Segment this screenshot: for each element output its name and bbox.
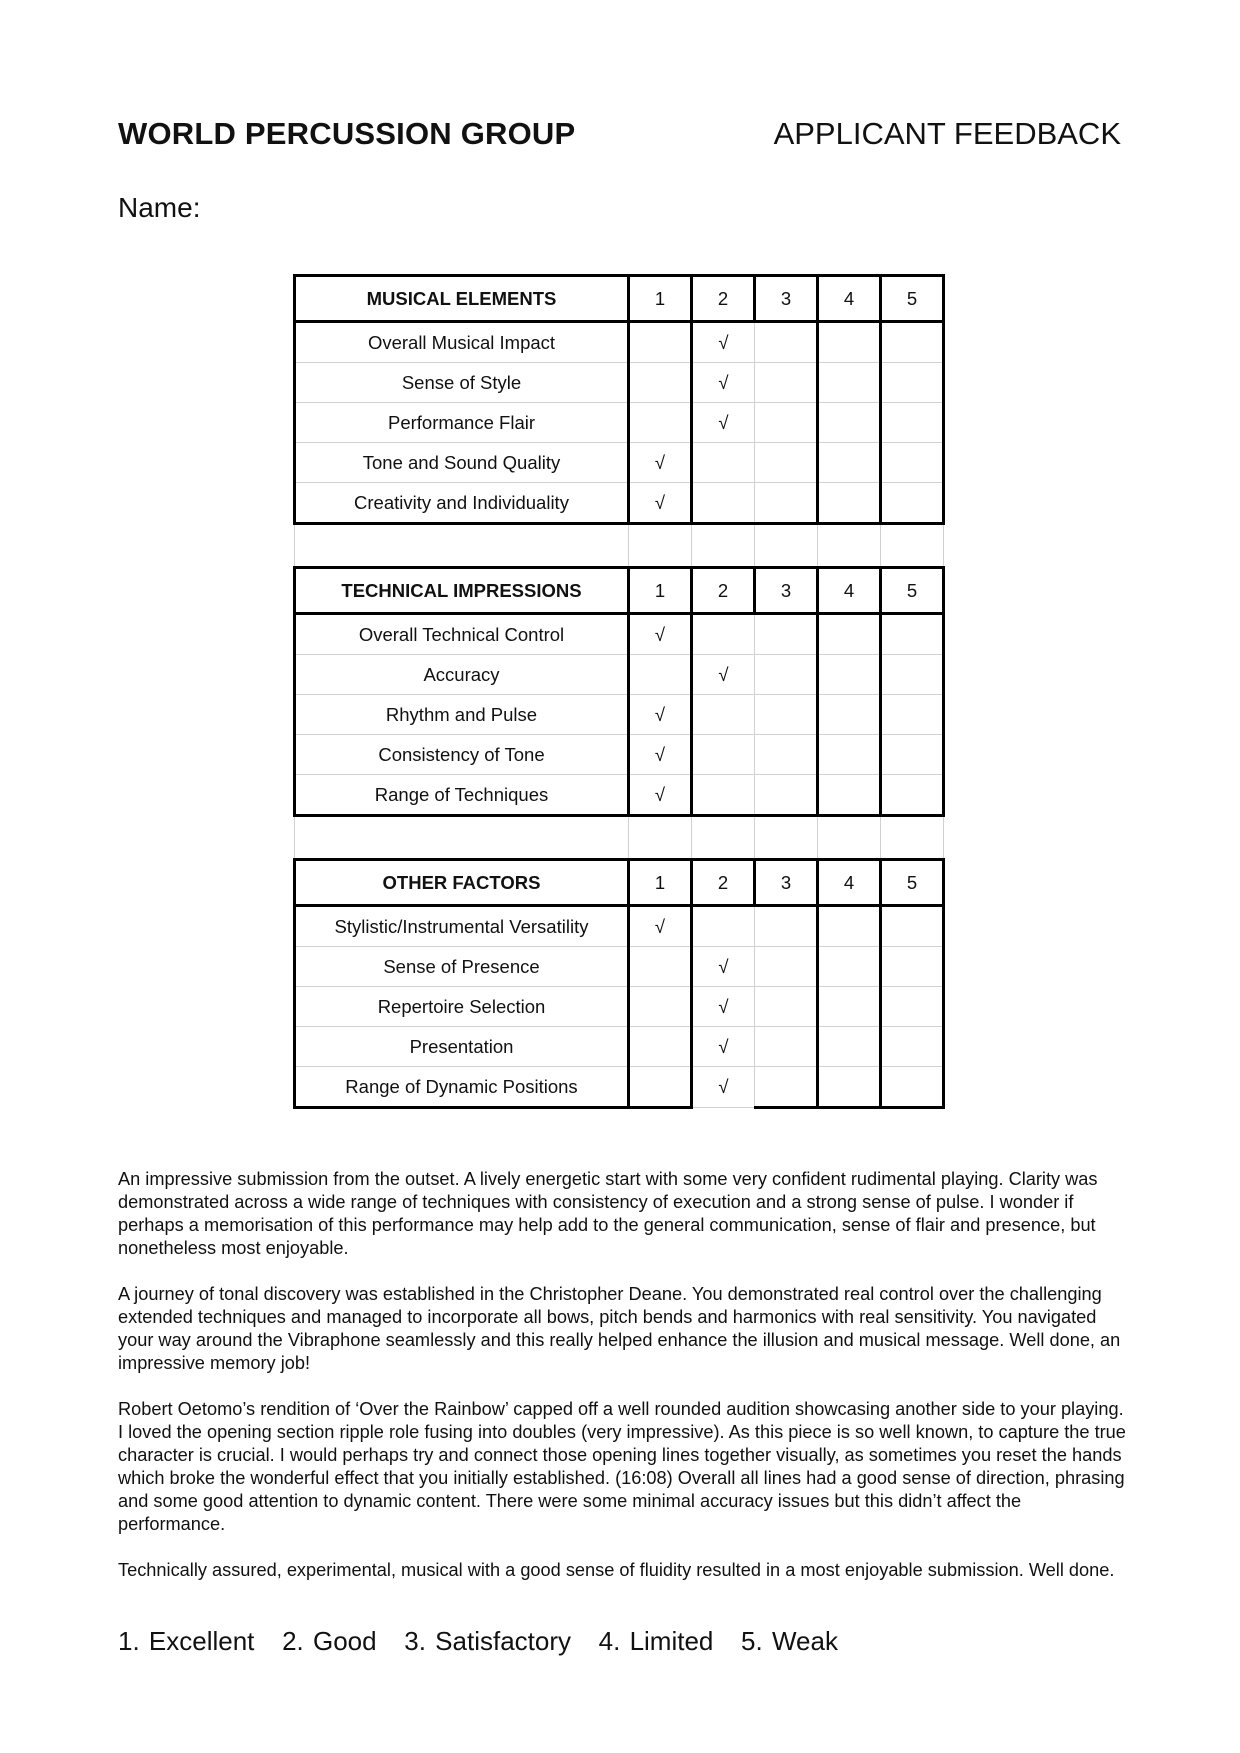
rating-cell xyxy=(818,1067,881,1108)
check-mark-icon: √ xyxy=(629,775,692,816)
rating-cell xyxy=(881,1067,944,1108)
rating-cell xyxy=(818,735,881,775)
check-mark-icon: √ xyxy=(692,1067,755,1108)
criterion-row xyxy=(295,906,944,947)
rating-cell xyxy=(755,987,818,1027)
section-header-row xyxy=(295,860,944,906)
rating-cell xyxy=(755,403,818,443)
check-mark-icon: √ xyxy=(629,483,692,524)
rating-cell xyxy=(629,987,692,1027)
spacer-cell xyxy=(295,524,629,568)
rating-cell xyxy=(629,1067,692,1108)
criterion-row xyxy=(295,363,944,403)
check-mark-icon: √ xyxy=(692,1027,755,1067)
criterion-row xyxy=(295,735,944,775)
feedback-rating-table xyxy=(293,274,945,1109)
check-mark-icon: √ xyxy=(692,987,755,1027)
check-mark-icon: √ xyxy=(692,403,755,443)
rating-cell xyxy=(629,947,692,987)
spacer-cell xyxy=(818,524,881,568)
section-title: TECHNICAL IMPRESSIONS xyxy=(295,568,629,614)
criterion-row xyxy=(295,655,944,695)
rating-cell xyxy=(881,322,944,363)
criterion-row xyxy=(295,987,944,1027)
spacer-cell xyxy=(692,816,755,860)
rating-cell xyxy=(818,403,881,443)
rating-cell xyxy=(629,363,692,403)
criterion-row xyxy=(295,947,944,987)
criterion-row xyxy=(295,322,944,363)
criterion-label: Range of Techniques xyxy=(295,775,629,816)
scale-number: 1 xyxy=(629,276,692,322)
rating-cell xyxy=(692,483,755,524)
criterion-label: Presentation xyxy=(295,1027,629,1067)
spacer-cell xyxy=(755,524,818,568)
rating-cell xyxy=(755,1067,818,1108)
criterion-label: Sense of Presence xyxy=(295,947,629,987)
rating-cell xyxy=(692,735,755,775)
check-mark-icon: √ xyxy=(629,735,692,775)
spacer-cell xyxy=(692,524,755,568)
criterion-label: Tone and Sound Quality xyxy=(295,443,629,483)
rating-cell xyxy=(692,443,755,483)
rating-cell xyxy=(881,695,944,735)
rating-cell xyxy=(692,775,755,816)
criterion-label: Consistency of Tone xyxy=(295,735,629,775)
rating-cell xyxy=(881,655,944,695)
rating-cell xyxy=(881,614,944,655)
check-mark-icon: √ xyxy=(692,322,755,363)
section-header-row xyxy=(295,568,944,614)
comment-paragraph: Robert Oetomo’s rendition of ‘Over the Rainbow’ capped off a well rounded audition showcasing another side to your playing. I loved the opening section ripple role fusing into doubles (very impressive). As this piece is so well known, to capture the true character is crucial. I would perhaps try and connect those opening lines together visually, as sometimes you reset the hands which broke the wonderful effect that you initially established. (16:08) Overall all lines had a good sense of direction, phrasing and some good attention to dynamic content. There were some minimal accuracy issues but this didn’t affect the performance. xyxy=(118,1399,1126,1534)
comments-block xyxy=(118,1168,1128,1605)
rating-cell xyxy=(755,906,818,947)
rating-cell xyxy=(755,443,818,483)
criterion-row xyxy=(295,1027,944,1067)
criterion-row xyxy=(295,775,944,816)
criterion-label: Range of Dynamic Positions xyxy=(295,1067,629,1108)
rating-cell xyxy=(755,655,818,695)
scale-number: 2 xyxy=(692,860,755,906)
spacer-cell xyxy=(881,524,944,568)
rating-cell xyxy=(881,1027,944,1067)
rating-cell xyxy=(818,906,881,947)
rating-cell xyxy=(881,987,944,1027)
rating-cell xyxy=(818,322,881,363)
scale-number: 3 xyxy=(755,568,818,614)
rating-cell xyxy=(629,655,692,695)
scale-number: 2 xyxy=(692,568,755,614)
rating-cell xyxy=(818,695,881,735)
rating-cell xyxy=(818,987,881,1027)
scale-number: 4 xyxy=(818,860,881,906)
criterion-row xyxy=(295,1067,944,1108)
rating-cell xyxy=(818,775,881,816)
rating-cell xyxy=(755,483,818,524)
criterion-label: Stylistic/Instrumental Versatility xyxy=(295,906,629,947)
rating-cell xyxy=(881,775,944,816)
scale-number: 5 xyxy=(881,568,944,614)
rating-cell xyxy=(818,443,881,483)
rating-cell xyxy=(818,947,881,987)
check-mark-icon: √ xyxy=(692,655,755,695)
name-label: Name: xyxy=(118,192,201,223)
rating-cell xyxy=(881,947,944,987)
criterion-label: Creativity and Individuality xyxy=(295,483,629,524)
rating-cell xyxy=(881,363,944,403)
form-title: APPLICANT FEEDBACK xyxy=(773,116,1121,151)
criterion-label: Overall Technical Control xyxy=(295,614,629,655)
comment-paragraph: An impressive submission from the outset. A lively energetic start with some very confident rudimental playing. Clarity was demonstrated across a wide range of techniques with consistency of execution and a strong sense of pulse. I wonder if perhaps a memorisation of this performance may help add to the general communication, sense of flair and presence, but nonetheless most enjoyable. xyxy=(118,1169,1098,1258)
spacer-cell xyxy=(818,816,881,860)
check-mark-icon: √ xyxy=(629,443,692,483)
spacer-cell xyxy=(295,816,629,860)
section-title: MUSICAL ELEMENTS xyxy=(295,276,629,322)
rating-cell xyxy=(755,775,818,816)
rating-cell xyxy=(755,363,818,403)
scale-number: 3 xyxy=(755,276,818,322)
criterion-row xyxy=(295,483,944,524)
comment-paragraph: Technically assured, experimental, musical with a good sense of fluidity resulted in a most enjoyable submission. Well done. xyxy=(118,1560,1115,1580)
rating-cell xyxy=(629,322,692,363)
criterion-row xyxy=(295,443,944,483)
criterion-label: Accuracy xyxy=(295,655,629,695)
rating-cell xyxy=(818,483,881,524)
rating-cell xyxy=(692,695,755,735)
section-title: OTHER FACTORS xyxy=(295,860,629,906)
criterion-label: Performance Flair xyxy=(295,403,629,443)
section-header-row xyxy=(295,276,944,322)
criterion-label: Sense of Style xyxy=(295,363,629,403)
criterion-label: Overall Musical Impact xyxy=(295,322,629,363)
rating-cell xyxy=(881,443,944,483)
rating-cell xyxy=(818,614,881,655)
rating-cell xyxy=(881,403,944,443)
criterion-row xyxy=(295,695,944,735)
check-mark-icon: √ xyxy=(629,906,692,947)
criterion-row xyxy=(295,403,944,443)
rating-cell xyxy=(755,1027,818,1067)
check-mark-icon: √ xyxy=(629,614,692,655)
rating-cell xyxy=(692,906,755,947)
rating-cell xyxy=(692,614,755,655)
scale-number: 4 xyxy=(818,276,881,322)
rating-cell xyxy=(755,322,818,363)
section-spacer-row xyxy=(295,816,944,860)
spacer-cell xyxy=(755,816,818,860)
scale-number: 1 xyxy=(629,860,692,906)
rating-cell xyxy=(818,363,881,403)
org-title: WORLD PERCUSSION GROUP xyxy=(118,116,576,151)
rating-key: 1. Excellent 2. Good 3. Satisfactory 4. Limited 5. Weak xyxy=(118,1626,838,1656)
scale-number: 5 xyxy=(881,276,944,322)
rating-cell xyxy=(629,403,692,443)
rating-cell xyxy=(755,614,818,655)
rating-cell xyxy=(818,1027,881,1067)
rating-cell xyxy=(755,735,818,775)
scale-number: 2 xyxy=(692,276,755,322)
criterion-label: Repertoire Selection xyxy=(295,987,629,1027)
scale-number: 1 xyxy=(629,568,692,614)
rating-cell xyxy=(755,695,818,735)
scale-number: 4 xyxy=(818,568,881,614)
rating-cell xyxy=(881,906,944,947)
check-mark-icon: √ xyxy=(692,363,755,403)
spacer-cell xyxy=(629,816,692,860)
criterion-label: Rhythm and Pulse xyxy=(295,695,629,735)
comment-paragraph: A journey of tonal discovery was established in the Christopher Deane. You demonstrated real control over the challenging extended techniques and managed to incorporate all bows, pitch bends and harmonics with real sensitivity. You navigated your way around the Vibraphone seamlessly and this really helped enhance the illusion and musical message. Well done, an impressive memory job! xyxy=(118,1284,1121,1373)
scale-number: 5 xyxy=(881,860,944,906)
rating-cell xyxy=(755,947,818,987)
spacer-cell xyxy=(629,524,692,568)
section-spacer-row xyxy=(295,524,944,568)
check-mark-icon: √ xyxy=(629,695,692,735)
check-mark-icon: √ xyxy=(692,947,755,987)
rating-cell xyxy=(881,483,944,524)
rating-cell xyxy=(881,735,944,775)
scale-number: 3 xyxy=(755,860,818,906)
criterion-row xyxy=(295,614,944,655)
rating-cell xyxy=(629,1027,692,1067)
rating-cell xyxy=(818,655,881,695)
spacer-cell xyxy=(881,816,944,860)
